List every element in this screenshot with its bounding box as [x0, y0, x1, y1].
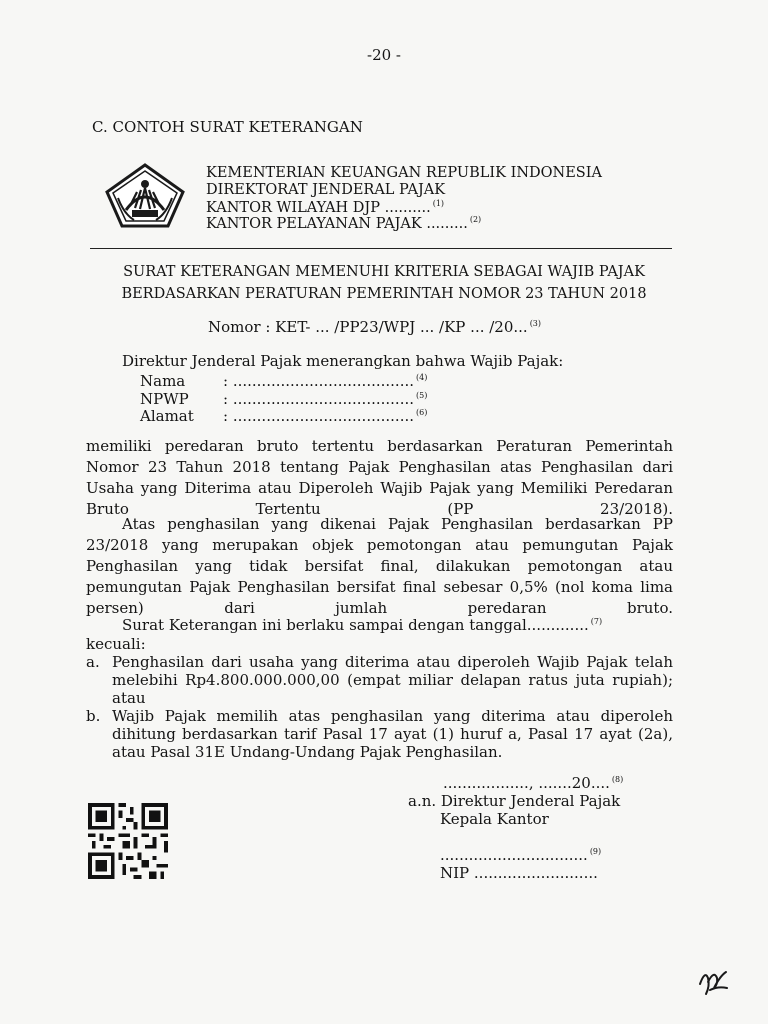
section-heading: C. CONTOH SURAT KETERANGAN — [92, 118, 363, 136]
qr-code — [88, 803, 168, 879]
footnote-marker: (7) — [590, 617, 603, 626]
ministry-logo — [104, 162, 186, 232]
page-number: -20 - — [367, 46, 401, 64]
field-value-address: : ...................................... $^{(6)}$ — [223, 407, 428, 425]
item-b-marker: b. — [86, 707, 101, 725]
item-a-marker: a. — [86, 653, 100, 671]
letterhead-divider — [90, 248, 672, 249]
field-value-name: : ...................................... $^{(4)}$ — [223, 372, 428, 390]
footnote-marker: (5) — [416, 391, 428, 400]
footnote-marker: (3) — [529, 319, 542, 328]
intro-statement: Direktur Jenderal Pajak menerangkan bahwa Wajib Pajak: — [122, 352, 564, 370]
body-paragraph-criteria: memiliki peredaran bruto tertentu berdasarkan Peraturan Pemerintah Nomor 23 Tahun 2018 tentang Pajak Penghasilan atas Penghasilan dari Usaha yang Diterima atau Diperoleh Wajib Pajak yang Memiliki Peredaran Bruto Tertentu (PP 23/2018). — [86, 437, 673, 518]
item-a-line: melebihi Rp4.800.000.000,00 (empat miliar delapan ratus juta rupiah); — [112, 671, 673, 689]
field-label-address: Alamat — [140, 407, 194, 425]
footnote-marker: (9) — [589, 847, 602, 856]
signature-place-date: .................., .......20.... $^{(8)}$ — [443, 774, 624, 792]
field-label-npwp: NPWP — [140, 390, 189, 408]
footnote-marker: (2) — [469, 215, 482, 224]
item-b-line: Wajib Pajak memilih atas penghasilan yang diterima atau diperoleh — [112, 707, 673, 725]
exception-label: kecuali: — [86, 635, 146, 653]
handwritten-initial — [696, 964, 730, 998]
footnote-marker: (6) — [416, 408, 428, 417]
signature-on-behalf: a.n. Direktur Jenderal Pajak — [408, 792, 621, 810]
item-b-line: atau Pasal 31E Undang-Undang Pajak Penghasilan. — [112, 743, 503, 761]
field-value-npwp: : ...................................... $^{(5)}$ — [223, 390, 428, 408]
document-title-line1: SURAT KETERANGAN MEMENUHI KRITERIA SEBAGAI WAJIB PAJAK — [123, 264, 645, 280]
letterhead-tax-office: KANTOR PELAYANAN PAJAK ......... $^{(2)}$ — [206, 215, 482, 232]
field-label-name: Nama — [140, 372, 186, 390]
footnote-marker: (1) — [432, 199, 445, 208]
item-a-line: atau — [112, 689, 146, 707]
item-a-line: Penghasilan dari usaha yang diterima atau diperoleh Wajib Pajak telah — [112, 653, 673, 671]
validity-statement: Surat Keterangan ini berlaku sampai dengan tanggal............. $^{(7)}$ — [122, 616, 603, 634]
footnote-marker: (4) — [416, 373, 428, 382]
document-number: Nomor : KET- ... /PP23/WPJ ... /KP ... /20... $^{(3)}$ — [208, 318, 542, 336]
signature-nip: NIP .......................... — [440, 864, 598, 882]
document-title-line2: BERDASARKAN PERATURAN PEMERINTAH NOMOR 23 TAHUN 2018 — [121, 286, 647, 302]
footnote-marker: (8) — [611, 775, 624, 784]
signature-position: Kepala Kantor — [440, 810, 549, 828]
body-paragraph-final-tax: Atas penghasilan yang dikenai Pajak Penghasilan berdasarkan PP 23/2018 yang merupakan objek pemotongan atau pemungutan Pajak Penghasilan yang tidak bersifat final, dilakukan pemotongan atau pemungutan Pajak Penghasilan bersifat final sebesar 0,5% (nol koma lima persen) dari jumlah peredaran bruto. — [86, 515, 673, 617]
letterhead-directorate: DIREKTORAT JENDERAL PAJAK — [206, 182, 446, 198]
letterhead-regional-office: KANTOR WILAYAH DJP .......... $^{(1)}$ — [206, 199, 445, 216]
item-b-line: dihitung berdasarkan tarif Pasal 17 ayat (1) huruf a, Pasal 17 ayat (2a), — [112, 725, 673, 743]
letterhead-ministry: KEMENTERIAN KEUANGAN REPUBLIK INDONESIA — [206, 165, 602, 181]
signature-name-line: ............................... $^{(9)}$ — [440, 846, 602, 864]
